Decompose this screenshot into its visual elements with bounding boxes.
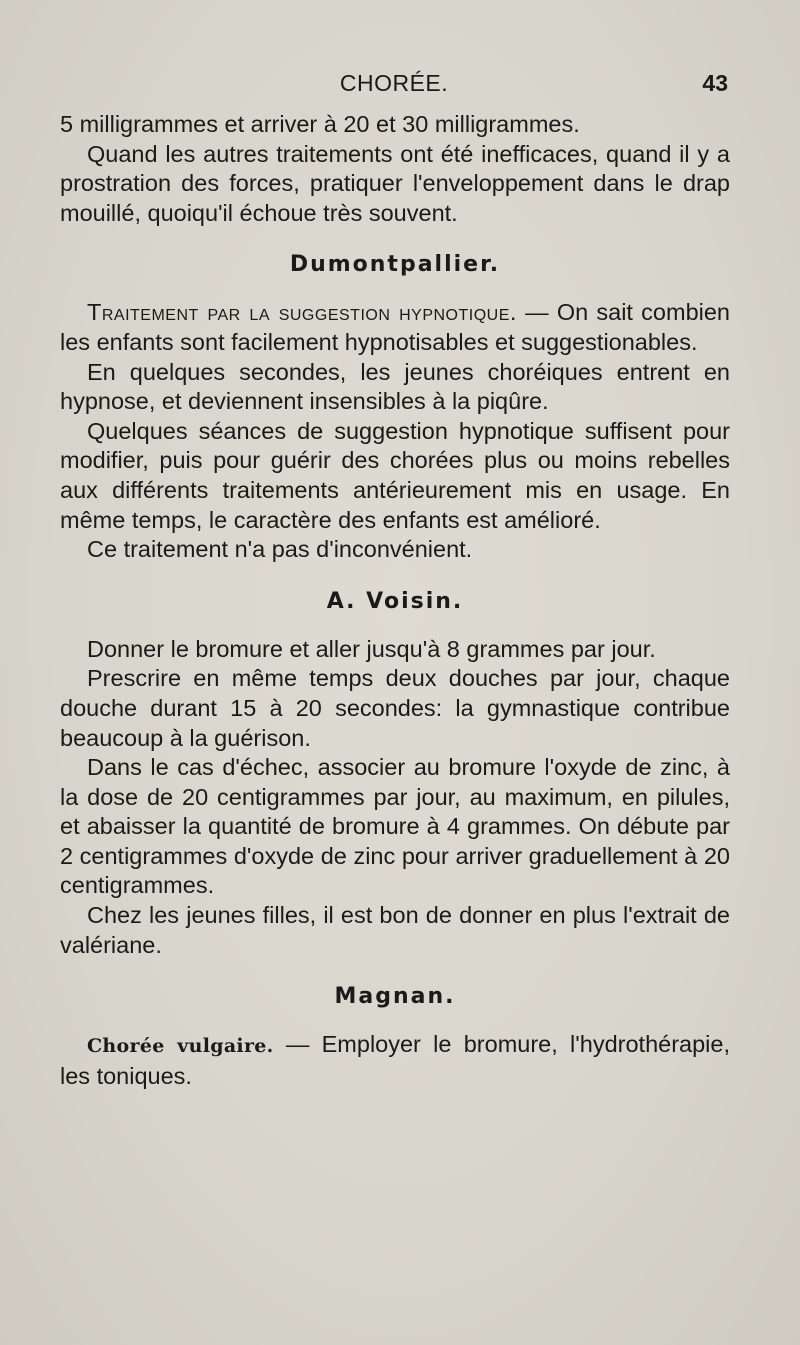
author-signature: Dumontpallier. xyxy=(289,252,501,278)
paragraph: Quelques séances de suggestion hypnotique suffisent pour modifier, puis pour guérir des chorées plus ou moins rebelles aux différents traitements antérieurement mis en usage. En même temps, le caractère des enfants est amélioré. xyxy=(60,417,730,533)
paragraph: Quand les autres traitements ont été inefficaces, quand il y a prostration des forces, pratiquer l'enveloppement dans le drap mouillé, quoiqu'il échoue très souvent. xyxy=(60,140,730,226)
section-paragraph xyxy=(60,298,730,357)
paragraph: En quelques secondes, les jeunes choréiques entrent en hypnose, et deviennent insensibles à la piqûre. xyxy=(60,358,730,415)
page-header xyxy=(60,70,728,110)
paragraph: Donner le bromure et aller jusqu'à 8 grammes par jour. xyxy=(87,635,656,662)
paragraph: 5 milligrammes et arriver à 20 et 30 milligrammes. xyxy=(60,111,580,137)
paragraph: Chez les jeunes filles, il est bon de donner en plus l'extrait de valériane. xyxy=(60,902,730,958)
section-text: — Employer le bromure, l'hydrothérapie, les toniques. xyxy=(60,1031,730,1089)
section-text: — On sait combien les enfants sont facilement hypnotisables et suggestionables. xyxy=(60,299,730,355)
running-title: CHORÉE. xyxy=(339,70,449,96)
section-heading: Chorée vulgaire. xyxy=(87,1035,274,1058)
page-number: 43 xyxy=(702,70,728,96)
body-text xyxy=(60,110,730,1091)
section-heading: Traitement par la suggestion hypnotique. xyxy=(87,299,517,326)
author-signature: Magnan. xyxy=(334,984,456,1010)
section-paragraph xyxy=(60,1030,730,1091)
author-signature: A. Voisin. xyxy=(326,588,464,614)
paragraph: Ce traitement n'a pas d'inconvénient. xyxy=(87,536,473,563)
paragraph: Dans le cas d'échec, associer au bromure l'oxyde de zinc, à la dose de 20 centigrammes par jour, au maximum, en pilules, et abaisser la quantité de bromure à 4 grammes. On débute par 2 centigrammes d'oxyde de zinc pour arriver graduellement à 20 centigrammes. xyxy=(60,754,730,899)
paragraph: Prescrire en même temps deux douches par jour, chaque douche durant 15 à 20 secondes: la gymnastique contribue beaucoup à la guérison. xyxy=(60,665,730,751)
